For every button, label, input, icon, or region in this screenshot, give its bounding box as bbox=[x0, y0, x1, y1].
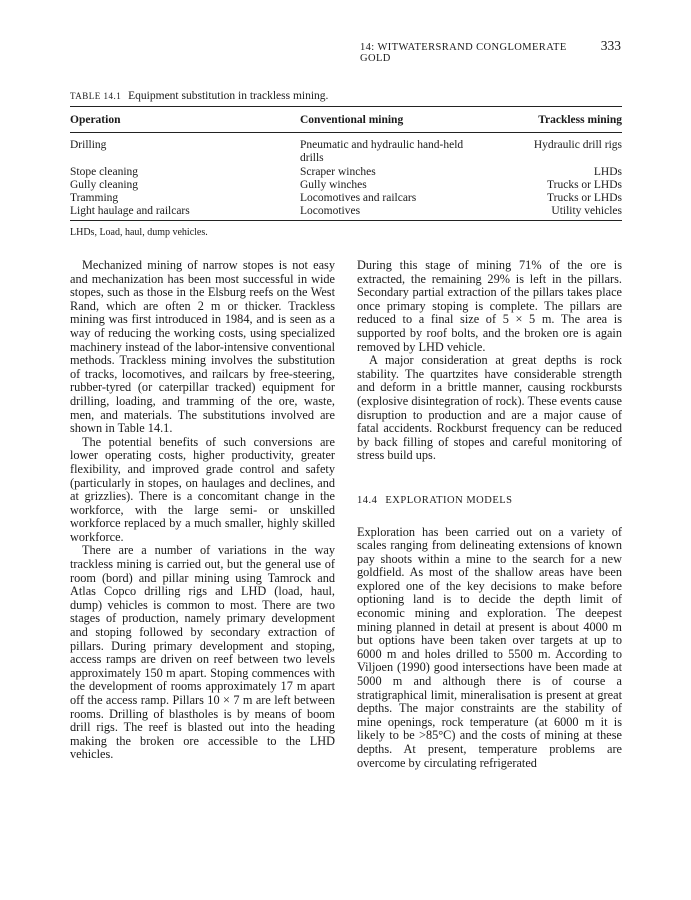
table-footnote: LHDs, Load, haul, dump vehicles. bbox=[70, 227, 208, 238]
page-number: 333 bbox=[600, 38, 621, 53]
body-paragraph: Mechanized mining of narrow stopes is not easy and mechanization has been most successful in wide stopes, such as those in the Elsburg reefs on the West Rand, which are often 2 m or thicker. Trackless mining was first introduced in 1984, and is seen as a way of reducing the working costs, using specialized machinery instead of the labor-intensive conventional methods. Trackless mining involves the substitution of tracks, locomotives, and railcars by free-steering, rubber-tyred (or caterpillar tracked) equipment for drilling, loading, and tramming of the ore, waste, men, and materials. The substitutions involved are shown in Table 14.1. bbox=[70, 258, 335, 436]
table-header-rule bbox=[70, 132, 622, 133]
section-number: 14.4 bbox=[357, 494, 378, 506]
table-cell: Trucks or LHDs bbox=[547, 178, 622, 191]
body-paragraph: There are a number of variations in the way trackless mining is carried out, but the general use of room (bord) and pillar mining using Tamrock and Atlas Copco drilling rigs and LHD (load, haul, dump) vehicles is common to most. There are two stages of production, namely primary development and stoping followed by secondary extraction of pillars. During primary development and stoping, access ramps are driven on reef between two levels approximately 150 m apart. Stoping commences with the development of rooms approximately 17 m apart off the access ramp. Pillars 10 × 7 m are left between rooms. Drilling of blastholes is by means of boom drill rigs. The reef is blasted out into the heading making the broken ore accessible to the LHD vehicles. bbox=[70, 543, 335, 762]
table-cell: Drilling bbox=[70, 139, 107, 151]
table-cell: Stope cleaning bbox=[70, 165, 139, 178]
body-paragraph: The potential benefits of such conversions are lower operating costs, higher productivity, greater flexibility, and improved grade control and safety (particularly in stopes, on haulages and declines, and at grizzlies). There is a concomitant change in the workforce, with the large semi- or unskilled workforce replaced by a much smaller, highly skilled workforce. bbox=[70, 434, 335, 544]
body-paragraph: A major consideration at great depths is rock stability. The quartzites have considerable strength and deform in a brittle manner, causing rockbursts (explosive disintegration of rock). These events cause disruption to production and are a major cause of fatal accidents. Rockburst frequency can be reduced by back filling of stopes and careful monitoring of stress build ups. bbox=[357, 353, 622, 463]
table-caption bbox=[70, 90, 328, 102]
table-cell: Utility vehicles bbox=[551, 205, 622, 218]
table-column-trackless bbox=[480, 139, 622, 219]
table-header-trackless: Trackless mining bbox=[538, 114, 622, 126]
running-head: 14: WITWATERSRAND CONGLOMERATE GOLD bbox=[360, 42, 567, 64]
table-cell: Gully winches bbox=[300, 178, 367, 191]
table-top-rule bbox=[70, 106, 622, 107]
section-heading bbox=[357, 494, 622, 508]
table-cell: Gully cleaning bbox=[70, 178, 139, 191]
table-cell: Tramming bbox=[70, 192, 119, 205]
body-paragraph: Exploration has been carried out on a variety of scales ranging from delineating extensions of known pay shoots within a mine to the search for a new goldfield. As most of the shallow areas have been explored one of the key decisions to make before optioning land is to decide the depth limit of economic mining and exploration. The deepest mining planned in detail at present is about 4000 m but options have been taken over targets at up to 6000 m and holes drilled to 5500 m. According to Viljoen (1990) good intersections have been made at 5000 m and although there is of course a stratigraphical limit, mineralisation is present at great depths. The major constraints are the stability of mine openings, rock temperature (at 6000 m it is likely to be >85°C) and the costs of mining at these depths. At present, temperature problems are overcome by circulating refrigerated bbox=[357, 524, 622, 770]
body-paragraph: During this stage of mining 71% of the ore is extracted, the remaining 29% is left in the pillars. Secondary partial extraction of the pillars takes place once primary stoping is complete. The pillars are reduced to a final size of 5 × 5 m. The area is supported by roof bolts, and the broken ore is again removed by LHD vehicle. bbox=[357, 258, 622, 354]
table-cell: Light haulage and railcars bbox=[70, 205, 190, 218]
table-cell: Hydraulic drill rigs bbox=[533, 139, 622, 151]
table-column-operation bbox=[70, 139, 270, 219]
table-cell: Pneumatic and hydraulic hand-held drills bbox=[300, 139, 464, 165]
table-bottom-rule bbox=[70, 220, 622, 221]
table-column-conventional bbox=[300, 139, 480, 219]
table-cell: Locomotives bbox=[300, 205, 361, 218]
table-cell: Trucks or LHDs bbox=[547, 192, 622, 205]
table-cell: Scraper winches bbox=[300, 165, 376, 178]
page-header bbox=[360, 38, 621, 64]
table-header-conventional: Conventional mining bbox=[300, 114, 404, 126]
left-text-column bbox=[70, 259, 335, 762]
table-label: TABLE 14.1 bbox=[70, 91, 122, 101]
table-title: Equipment substitution in trackless mining. bbox=[128, 90, 329, 102]
section-title: EXPLORATION MODELS bbox=[385, 494, 513, 506]
table-cell: LHDs bbox=[593, 165, 622, 178]
table-cell: Locomotives and railcars bbox=[300, 192, 417, 205]
table-header-operation: Operation bbox=[70, 114, 121, 126]
right-text-column bbox=[357, 259, 622, 770]
